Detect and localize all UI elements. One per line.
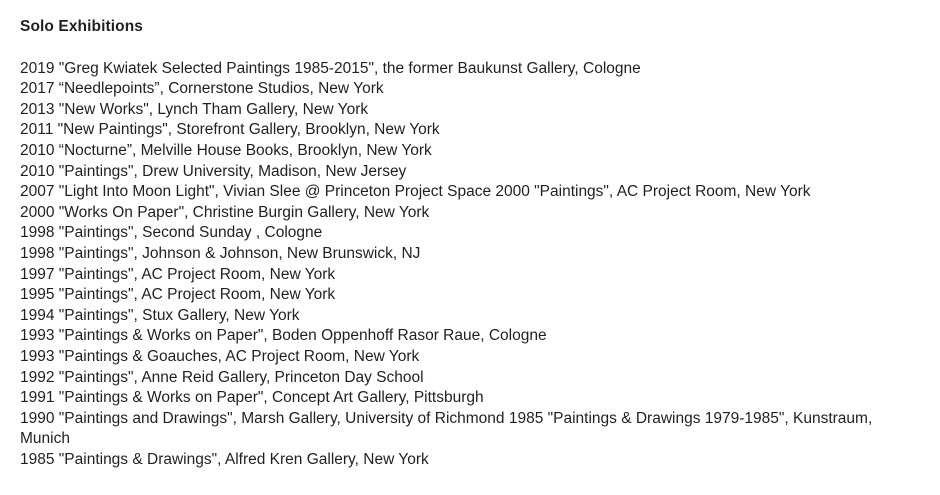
- list-item: 2007 "Light Into Moon Light", Vivian Slee @ Princeton Project Space 2000 "Paintings", AC Project Room, New York: [20, 183, 811, 201]
- list-item: 1995 "Paintings", AC Project Room, New York: [20, 286, 336, 304]
- list-item: 2000 "Works On Paper", Christine Burgin Gallery, New York: [20, 203, 430, 221]
- list-item: 1991 "Paintings & Works on Paper", Concept Art Gallery, Pittsburgh: [20, 389, 484, 407]
- list-item: 1994 "Paintings", Stux Gallery, New York: [20, 306, 300, 324]
- list-item: 2011 "New Paintings", Storefront Gallery, Brooklyn, New York: [20, 121, 440, 139]
- list-item: 2013 "New Works", Lynch Tham Gallery, New York: [20, 100, 369, 118]
- exhibition-list: [20, 59, 920, 471]
- list-item: 2010 “Nocturne”, Melville House Books, Brooklyn, New York: [20, 141, 432, 159]
- list-item: 1990 "Paintings and Drawings", Marsh Gallery, University of Richmond 1985 "Paintings & Drawings 1979-1985", Kunstraum, Munich: [20, 409, 877, 448]
- list-item: 2017 “Needlepoints”, Cornerstone Studios, New York: [20, 80, 384, 98]
- list-item: 1985 "Paintings & Drawings", Alfred Kren Gallery, New York: [20, 450, 429, 468]
- list-item: 1998 "Paintings", Second Sunday , Cologne: [20, 224, 323, 242]
- list-item: 2010 "Paintings", Drew University, Madison, New Jersey: [20, 162, 407, 180]
- list-item: 2019 "Greg Kwiatek Selected Paintings 1985-2015", the former Baukunst Gallery, Cologne: [20, 59, 641, 77]
- list-item: 1992 "Paintings", Anne Reid Gallery, Princeton Day School: [20, 368, 424, 386]
- list-item: 1993 "Paintings & Goauches, AC Project Room, New York: [20, 347, 420, 365]
- page-title: Solo Exhibitions: [20, 18, 144, 35]
- list-item: 1993 "Paintings & Works on Paper", Boden Oppenhoff Rasor Raue, Cologne: [20, 327, 547, 345]
- list-item: 1998 "Paintings", Johnson & Johnson, New Brunswick, NJ: [20, 244, 421, 262]
- list-item: 1997 "Paintings", AC Project Room, New York: [20, 265, 336, 283]
